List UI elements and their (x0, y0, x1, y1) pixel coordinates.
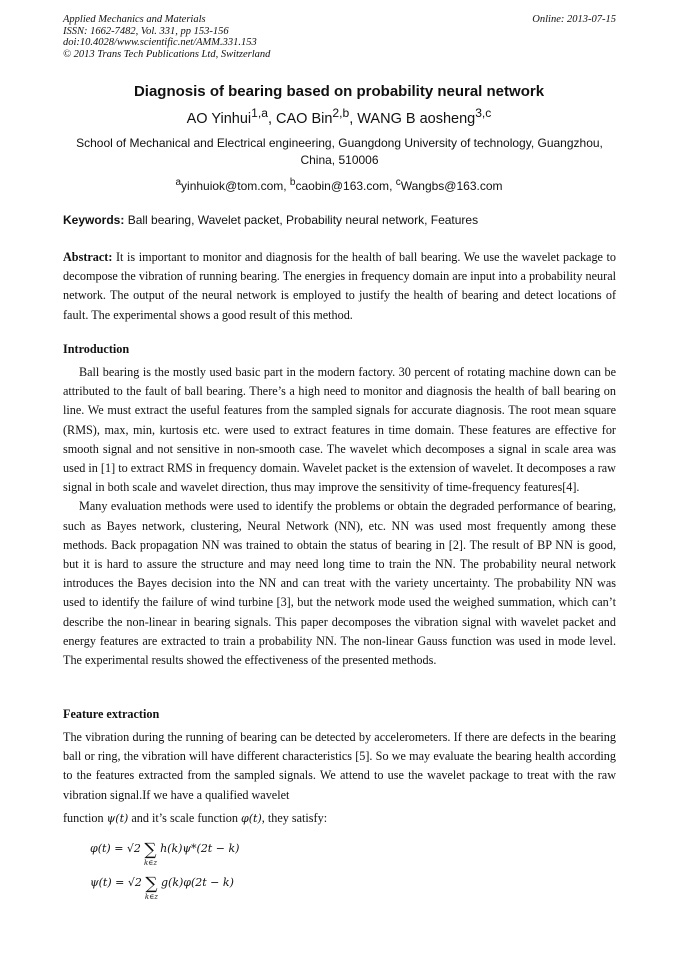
summation-subscript: k∈z (144, 893, 158, 901)
journal-issn: ISSN: 1662-7482, Vol. 331, pp 153-156 (63, 25, 229, 37)
paragraph: Many evaluation methods were used to identify the problems or obtain the degraded performance of bearing, such as Bayes network, clustering, Neural Network (NN), etc. NN was used most frequently among these methods. Back propagation NN was trained to obtain the status of bearing in [2]. The result of BP NN is good, but it is hard to assure the structure and may need long time to train the NN. The probability neural network introduces the Bayes decision into the NN and can treat with the variety uncertainty. The probability NN was used to identify the failure of wind turbine [3], but the network mode used the weighed summation, which can’t describe the non-linear in bearing signals. This paper decomposes the vibration signal with wavelet packet and energy features are extracted to train a probability NN. The non-linear Gauss function was used in mode level. The experimental results showed the effectiveness of the presented methods. (63, 499, 616, 668)
feature-extraction-body (63, 728, 616, 805)
journal-doi: doi:10.4028/www.scientific.net/AMM.331.153 (63, 37, 257, 49)
paragraph: Ball bearing is the mostly used basic part in the modern factory. 30 percent of rotating machine down can be attributed to the fault of ball bearing. There’s a high need to monitor and diagnosis the health of ball bearing on line. We must extract the useful features from the sampled signals for accurate diagnosis. The root mean square (RMS), max, min, kurtosis etc. were used to extract features in time domain. These features are effective for smooth signal and not sensitive in non-smooth case. The wavelet which decomposes a signal in scale area was used in [1] to extract RMS in frequency domain. Wavelet packet is the extension of wavelet. It decomposes a raw signal in both scale and wavelet direction, thus may improve the sensitivity of time-frequency features[4]. (63, 365, 616, 495)
email-sup: b (289, 177, 296, 188)
text-span: function (63, 811, 104, 825)
equation-wavelet-function (90, 876, 234, 901)
section-heading-introduction: Introduction (63, 342, 130, 356)
author-sup: 2,b (332, 106, 350, 120)
keywords-label: Keywords: (63, 213, 125, 227)
introduction-body (63, 363, 616, 670)
author-sup: 1,a (251, 106, 268, 120)
author-name: WANG B aosheng (357, 110, 476, 127)
journal-copyright: © 2013 Trans Tech Publications Ltd, Switzerland (63, 48, 271, 60)
author-list: AO Yinhui$^{1,a}$, CAO Bin$^{2,b}$, WANG B aosheng$^{3,c}$ (186, 106, 492, 127)
author-sup: 3,c (475, 106, 492, 120)
email-link[interactable]: Wangbs@163.com (400, 179, 503, 193)
author-name: AO Yinhui (186, 110, 252, 127)
keywords-text: Ball bearing, Wavelet packet, Probability neural network, Features (127, 213, 479, 227)
affiliation: School of Mechanical and Electrical engineering, Guangdong University of technology, Guangzhou, China, 510006 (76, 136, 603, 167)
abstract-text: It is important to monitor and diagnosis for the health of ball bearing. We use the wavelet package to decompose the vibration of running bearing. The energies in frequency domain are input into a probability neural network. The output of the neural network is employed to justify the health of bearing and detect locations of fault. The experimental shows a good result of this method. (63, 250, 617, 322)
equation-rhs: h(k)ψ*(2t − k) (160, 842, 240, 855)
section-heading-feature-extraction: Feature extraction (63, 707, 160, 721)
email-sup: c (395, 177, 401, 188)
abstract (63, 248, 616, 325)
equation-lhs: φ(t) = √2 (90, 842, 141, 855)
email-link[interactable]: caobin@163.com (295, 179, 390, 193)
equation-scale-function (90, 842, 239, 867)
equation-rhs: g(k)φ(2t − k) (160, 876, 234, 889)
author-name: CAO Bin (276, 110, 333, 127)
keywords (63, 213, 616, 227)
summation-subscript: k∈z (143, 859, 158, 867)
text-span: , they satisfy: (261, 811, 328, 825)
email-sup: a (175, 177, 182, 188)
abstract-label: Abstract: (63, 250, 113, 264)
email-link[interactable]: yinhuiok@tom.com (181, 179, 284, 193)
paper-title: Diagnosis of bearing based on probability neural network (133, 83, 545, 100)
summation-icon: ∑ k∈z (143, 840, 158, 867)
paragraph: The vibration during the running of bearing can be detected by accelerometers. If there are defects in the bearing ball or ring, the vibration will have different characteristics [5]. So we may evaluate the bearing health according to the features extracted from the sampled signals. We attend to use the wavelet package to treat with the raw vibration signal.If we have a qualified wavelet (63, 730, 616, 802)
email-list: $^a$yinhuiok@tom.com, $^b$caobin@163.com, $^c$Wangbs@163.com (175, 177, 503, 193)
journal-header (63, 14, 616, 60)
feature-extraction-line (63, 809, 616, 828)
journal-name: Applied Mechanics and Materials (63, 14, 206, 25)
equation-lhs: ψ(t) = √2 (90, 876, 142, 889)
text-span: and it’s scale function (131, 811, 238, 825)
summation-icon: ∑ k∈z (144, 874, 158, 901)
online-date: Online: 2013-07-15 (532, 14, 616, 25)
psi-symbol: ψ(t) (106, 812, 129, 825)
phi-symbol: φ(t) (241, 812, 262, 825)
